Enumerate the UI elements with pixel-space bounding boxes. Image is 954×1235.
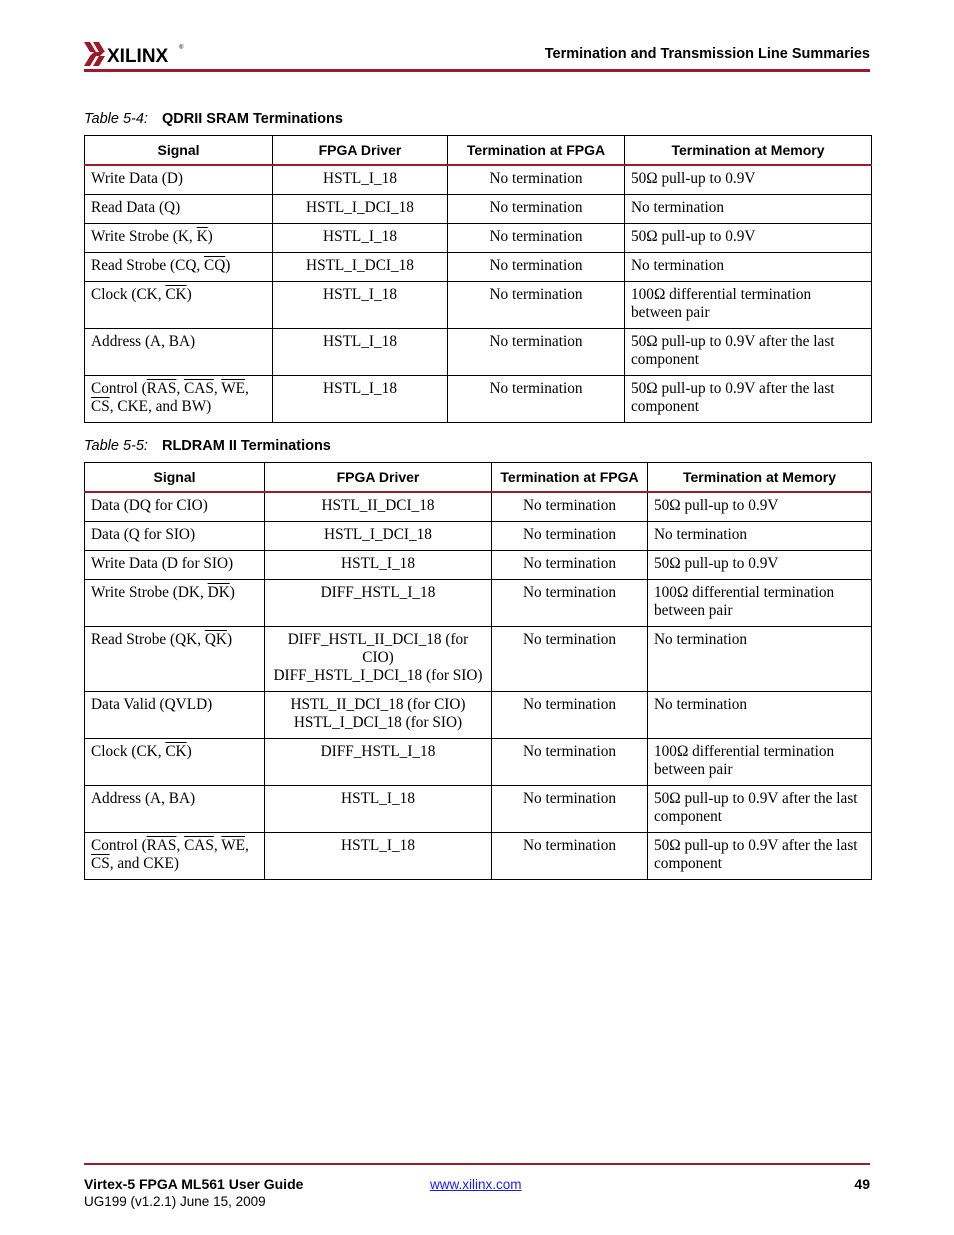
fpga-termination-cell: No termination: [492, 739, 648, 786]
table-row: [85, 329, 872, 376]
memory-termination-cell: No termination: [648, 522, 872, 551]
table2-caption-number: Table 5-5:: [84, 438, 148, 454]
table-row: [85, 522, 872, 551]
signal-text: Clock (CK,: [91, 743, 166, 760]
table1-caption-title: QDRII SRAM Terminations: [161, 111, 343, 127]
signal-text: ): [207, 228, 213, 245]
fpga-driver-line: HSTL_I_18: [323, 286, 397, 303]
signal-cell: [85, 492, 265, 522]
signal-text: ,: [213, 837, 222, 854]
fpga-driver-cell: [273, 253, 448, 282]
header-title: Termination and Transmission Line Summaries: [544, 46, 870, 62]
table1-caption: [84, 111, 343, 127]
memory-termination-cell: 50Ω pull-up to 0.9V after the last component: [625, 329, 872, 376]
signal-text: Read Strobe (QK,: [91, 631, 205, 648]
memory-termination-cell: 50Ω pull-up to 0.9V after the last component: [648, 833, 872, 880]
signal-text: Read Strobe (CQ,: [91, 257, 205, 274]
fpga-driver-line: HSTL_II_DCI_18: [321, 497, 435, 514]
table-row: [85, 165, 872, 195]
signal-cell: [85, 692, 265, 739]
fpga-driver-cell: [265, 492, 492, 522]
signal-overline-text: $\overline{QK}$: [204, 631, 227, 648]
fpga-driver-cell: [265, 692, 492, 739]
table-row: [85, 253, 872, 282]
fpga-driver-cell: [273, 165, 448, 195]
fpga-driver-line: HSTL_I_18: [341, 790, 415, 807]
fpga-driver-line: HSTL_I_18: [323, 380, 397, 397]
memory-termination-cell: 50Ω pull-up to 0.9V after the last component: [648, 786, 872, 833]
signal-text: ,: [245, 380, 249, 397]
signal-cell: [85, 195, 273, 224]
signal-cell: [85, 786, 265, 833]
memory-termination-cell: 50Ω pull-up to 0.9V: [625, 224, 872, 253]
signal-cell: [85, 551, 265, 580]
signal-overline-text: $\overline{CAS}$: [184, 380, 214, 397]
table-row: [85, 580, 872, 627]
signal-overline-text: $\overline{CS}$: [91, 855, 110, 872]
memory-termination-cell: 50Ω pull-up to 0.9V: [625, 165, 872, 195]
signal-cell: [85, 522, 265, 551]
fpga-driver-line: DIFF_HSTL_II_DCI_18 (for CIO): [287, 631, 469, 666]
memory-termination-cell: 50Ω pull-up to 0.9V after the last component: [625, 376, 872, 423]
signal-text: ,: [213, 380, 222, 397]
signal-text: , CKE, and BW): [109, 398, 212, 415]
signal-cell: [85, 580, 265, 627]
fpga-driver-line: HSTL_I_DCI_18 (for SIO): [293, 714, 463, 731]
table-row: [85, 224, 872, 253]
fpga-termination-cell: No termination: [492, 580, 648, 627]
fpga-driver-line: HSTL_I_18: [323, 228, 397, 245]
table2-caption-title: RLDRAM II Terminations: [161, 438, 331, 454]
qdrii-terminations-table: [84, 135, 872, 423]
fpga-driver-cell: [273, 329, 448, 376]
fpga-termination-cell: No termination: [492, 627, 648, 692]
fpga-driver-cell: [265, 551, 492, 580]
signal-text: Data (DQ for CIO): [91, 497, 208, 514]
column-header: Termination at FPGA: [448, 136, 625, 166]
column-header: Signal: [85, 463, 265, 493]
fpga-termination-cell: No termination: [448, 165, 625, 195]
column-header: FPGA Driver: [273, 136, 448, 166]
signal-text: Write Strobe (DK,: [91, 584, 208, 601]
fpga-driver-line: HSTL_I_18: [341, 837, 415, 854]
fpga-termination-cell: No termination: [492, 786, 648, 833]
signal-text: Write Data (D): [91, 170, 183, 187]
signal-cell: [85, 253, 273, 282]
column-header: Termination at FPGA: [492, 463, 648, 493]
signal-overline-text: $\overline{CQ}$: [204, 257, 226, 274]
table-header-row: [85, 463, 872, 493]
signal-text: ,: [176, 837, 185, 854]
fpga-termination-cell: No termination: [492, 833, 648, 880]
fpga-termination-cell: No termination: [492, 692, 648, 739]
memory-termination-cell: 100Ω differential termination between pair: [648, 739, 872, 786]
memory-termination-cell: No termination: [625, 253, 872, 282]
fpga-driver-cell: [273, 195, 448, 224]
fpga-termination-cell: No termination: [492, 492, 648, 522]
footer-rule: [84, 1163, 870, 1165]
memory-termination-cell: 100Ω differential termination between pair: [625, 282, 872, 329]
signal-text: Write Strobe (K,: [91, 228, 197, 245]
signal-cell: [85, 165, 273, 195]
fpga-driver-line: HSTL_I_18: [323, 333, 397, 350]
fpga-driver-cell: [273, 282, 448, 329]
signal-text: Address (A, BA): [91, 333, 196, 350]
signal-text: ,: [176, 380, 185, 397]
fpga-termination-cell: No termination: [448, 376, 625, 423]
table-row: [85, 692, 872, 739]
memory-termination-cell: 100Ω differential termination between pair: [648, 580, 872, 627]
footer-website-link[interactable]: www.xilinx.com: [430, 1177, 522, 1192]
table-header-row: [85, 136, 872, 166]
fpga-termination-cell: No termination: [448, 253, 625, 282]
column-header: Signal: [85, 136, 273, 166]
fpga-driver-cell: [265, 833, 492, 880]
fpga-driver-cell: [265, 522, 492, 551]
fpga-driver-cell: [273, 376, 448, 423]
xilinx-logo-icon: [84, 40, 184, 68]
fpga-driver-line: HSTL_II_DCI_18 (for CIO): [290, 696, 466, 713]
signal-text: ): [226, 631, 233, 648]
signal-overline-text: $\overline{CAS}$: [184, 837, 214, 854]
table2-caption: [84, 438, 331, 454]
signal-text: , and CKE): [109, 855, 179, 872]
fpga-termination-cell: No termination: [492, 551, 648, 580]
fpga-driver-line: HSTL_I_DCI_18: [306, 257, 414, 274]
signal-cell: [85, 833, 265, 880]
fpga-termination-cell: No termination: [492, 522, 648, 551]
header-rule: [84, 69, 870, 72]
signal-cell: [85, 329, 273, 376]
xilinx-logo: [84, 40, 184, 68]
fpga-driver-line: HSTL_I_18: [341, 555, 415, 572]
table-row: [85, 786, 872, 833]
fpga-driver-line: DIFF_HSTL_I_18: [320, 743, 436, 760]
footer-guide-title: Virtex-5 FPGA ML561 User Guide: [84, 1176, 304, 1192]
fpga-driver-cell: [265, 739, 492, 786]
fpga-driver-cell: [265, 786, 492, 833]
table-row: [85, 492, 872, 522]
memory-termination-cell: No termination: [625, 195, 872, 224]
signal-text: Address (A, BA): [91, 790, 196, 807]
column-header: Termination at Memory: [625, 136, 872, 166]
signal-text: ): [225, 257, 231, 274]
signal-overline-text: $\overline{WE}$: [221, 837, 246, 854]
signal-overline-text: $\overline{WE}$: [221, 380, 246, 397]
fpga-driver-line: HSTL_I_18: [323, 170, 397, 187]
table-row: [85, 282, 872, 329]
fpga-driver-cell: [265, 580, 492, 627]
table-row: [85, 833, 872, 880]
signal-cell: [85, 224, 273, 253]
svg-text:®: ®: [179, 45, 184, 51]
table-row: [85, 739, 872, 786]
table1-caption-number: Table 5-4:: [84, 111, 148, 127]
signal-cell: [85, 627, 265, 692]
table-row: [85, 551, 872, 580]
signal-text: Data (Q for SIO): [91, 526, 196, 543]
memory-termination-cell: 50Ω pull-up to 0.9V: [648, 551, 872, 580]
fpga-driver-line: HSTL_I_DCI_18: [306, 199, 414, 216]
signal-cell: [85, 739, 265, 786]
signal-overline-text: $\overline{RAS}$: [146, 837, 177, 854]
fpga-driver-line: DIFF_HSTL_I_DCI_18 (for SIO): [273, 667, 483, 684]
fpga-termination-cell: No termination: [448, 282, 625, 329]
signal-text: Write Data (D for SIO): [91, 555, 234, 572]
memory-termination-cell: No termination: [648, 627, 872, 692]
rldram-terminations-table: [84, 462, 872, 880]
signal-text: Control (: [91, 380, 147, 397]
fpga-driver-cell: [265, 627, 492, 692]
table-row: [85, 627, 872, 692]
signal-overline-text: $\overline{DK}$: [207, 584, 230, 601]
fpga-termination-cell: No termination: [448, 224, 625, 253]
svg-text:XILINX: XILINX: [107, 46, 169, 67]
memory-termination-cell: 50Ω pull-up to 0.9V: [648, 492, 872, 522]
signal-overline-text: $\overline{CS}$: [91, 398, 110, 415]
signal-overline-text: $\overline{K}$: [196, 228, 208, 245]
page-number: 49: [854, 1176, 870, 1192]
fpga-termination-cell: No termination: [448, 195, 625, 224]
table-row: [85, 195, 872, 224]
table-row: [85, 376, 872, 423]
signal-text: ): [229, 584, 235, 601]
signal-text: ): [186, 286, 192, 303]
signal-cell: [85, 376, 273, 423]
signal-overline-text: $\overline{CK}$: [165, 286, 187, 303]
signal-text: Data Valid (QVLD): [91, 696, 213, 713]
column-header: FPGA Driver: [265, 463, 492, 493]
fpga-driver-line: HSTL_I_DCI_18: [324, 526, 432, 543]
signal-cell: [85, 282, 273, 329]
signal-text: ,: [245, 837, 249, 854]
signal-text: ): [186, 743, 192, 760]
column-header: Termination at Memory: [648, 463, 872, 493]
signal-text: Clock (CK,: [91, 286, 166, 303]
fpga-termination-cell: No termination: [448, 329, 625, 376]
signal-overline-text: $\overline{RAS}$: [146, 380, 177, 397]
signal-overline-text: $\overline{CK}$: [165, 743, 187, 760]
fpga-driver-cell: [273, 224, 448, 253]
memory-termination-cell: No termination: [648, 692, 872, 739]
fpga-driver-line: DIFF_HSTL_I_18: [320, 584, 436, 601]
signal-text: Read Data (Q): [91, 199, 181, 216]
footer-version: UG199 (v1.2.1) June 15, 2009: [84, 1194, 266, 1209]
signal-text: Control (: [91, 837, 147, 854]
